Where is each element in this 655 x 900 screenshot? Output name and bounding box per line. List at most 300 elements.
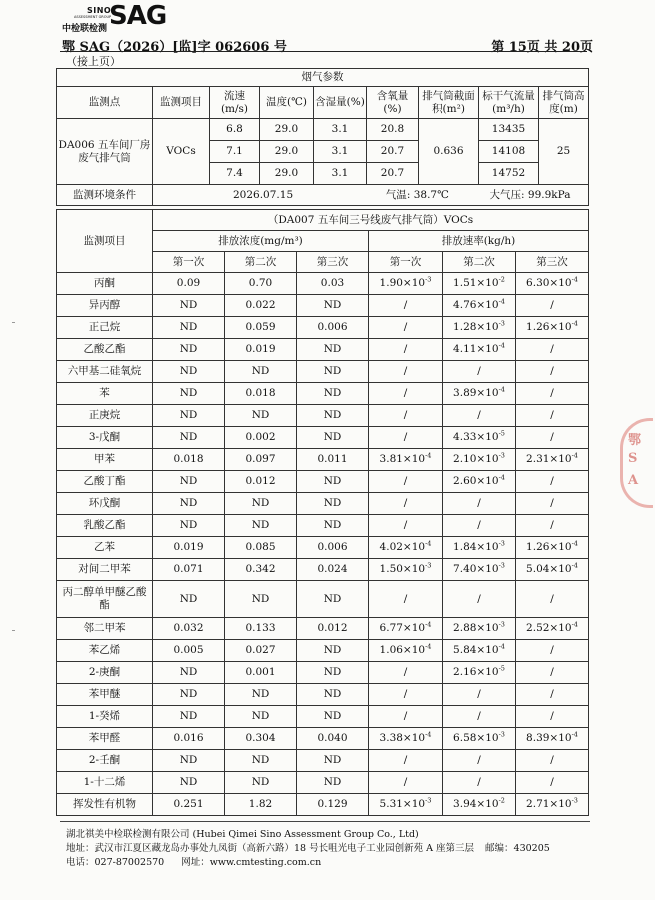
rate-exponent: -3 (498, 620, 505, 629)
concentration-value: ND (153, 339, 225, 361)
emission-rate-value (369, 772, 443, 794)
rate-mantissa: / (550, 343, 554, 355)
concentration-value: ND (297, 383, 369, 405)
monitoring-point: DA006 五车间厂房废气排气筒 (57, 119, 153, 185)
header-time-1: 第一次 (153, 252, 225, 273)
compound-name: 苯 (57, 383, 153, 405)
rate-mantissa: / (403, 710, 408, 722)
concentration-value: 0.03 (297, 273, 369, 295)
emission-rate-value (443, 640, 516, 662)
emission-rate-value (516, 449, 589, 471)
rate-exponent: -3 (498, 730, 505, 739)
concentration-value: 0.085 (225, 537, 297, 559)
emission-rate-value (443, 794, 516, 816)
compound-name: 1-十二烯 (57, 772, 153, 794)
flue-gas-table (56, 68, 589, 206)
emission-rate-value (369, 383, 443, 405)
emission-rate-value (443, 273, 516, 295)
emission-rate-value (516, 750, 589, 772)
emission-rate-value (443, 427, 516, 449)
emission-rate-value (443, 537, 516, 559)
concentration-value: ND (225, 361, 297, 383)
compound-name: 乙酸丁酯 (57, 471, 153, 493)
concentration-value: 0.040 (297, 728, 369, 750)
concentration-value: 0.002 (225, 427, 297, 449)
rate-exponent: -5 (498, 429, 505, 438)
rate-mantissa: 2.16×10 (453, 666, 499, 678)
table-row (57, 750, 589, 772)
rate-exponent: -4 (425, 451, 432, 460)
rate-mantissa: 1.28×10 (453, 321, 499, 333)
emission-rate-value (516, 794, 589, 816)
rate-mantissa: / (477, 754, 481, 766)
concentration-value: ND (153, 427, 225, 449)
compound-name: 苯乙烯 (57, 640, 153, 662)
emission-rate-value (443, 750, 516, 772)
report-number: 鄂 SAG（2026）[监]字 062606 号 (62, 40, 287, 55)
rate-mantissa: / (550, 754, 554, 766)
table-row (57, 449, 589, 471)
env-pressure-value: 99.9kPa (527, 188, 571, 201)
rate-mantissa: / (477, 365, 481, 377)
concentration-value: ND (153, 405, 225, 427)
table-row (57, 405, 589, 427)
emission-rate-value (516, 772, 589, 794)
emission-rate-value (516, 295, 589, 317)
concentration-value: ND (297, 361, 369, 383)
emission-rate-value (516, 493, 589, 515)
compound-name: 六甲基二硅氧烷 (57, 361, 153, 383)
table-row (57, 728, 589, 750)
rate-exponent: -3 (425, 275, 432, 284)
emission-rate-value (369, 493, 443, 515)
emission-rate-value (443, 317, 516, 339)
compound-name: 乙苯 (57, 537, 153, 559)
table-row (57, 427, 589, 449)
rate-mantissa: / (403, 387, 408, 399)
compound-name: 苯甲醛 (57, 728, 153, 750)
compound-name: 对间二甲苯 (57, 559, 153, 581)
header-height: 排气筒高度(m) (539, 87, 589, 119)
rate-mantissa: / (550, 644, 554, 656)
concentration-value: 0.032 (153, 618, 225, 640)
table-row (57, 662, 589, 684)
concentration-value: ND (297, 427, 369, 449)
logo-sino-text: SINO (87, 6, 112, 15)
rate-mantissa: / (403, 666, 408, 678)
footer-contact-line (66, 854, 321, 868)
rate-mantissa: / (403, 365, 408, 377)
footer-phone: 电话：027-87002570 (66, 857, 165, 868)
header-oxygen: 含氧量(%) (367, 87, 419, 119)
rate-exponent: -4 (571, 539, 578, 548)
rate-mantissa: 1.90×10 (379, 277, 426, 289)
rate-mantissa: / (403, 475, 408, 487)
rate-mantissa: / (477, 776, 481, 788)
rate-mantissa: / (550, 776, 554, 788)
concentration-value: ND (153, 471, 225, 493)
compound-name: 异丙醇 (57, 295, 153, 317)
emission-rate-value (369, 317, 443, 339)
rate-mantissa: / (477, 592, 481, 605)
compound-name: 甲苯 (57, 449, 153, 471)
rate-exponent: -4 (498, 297, 505, 306)
rate-exponent: -4 (498, 341, 505, 350)
rate-exponent: -4 (571, 561, 578, 570)
rate-mantissa: 5.04×10 (526, 563, 572, 575)
monitoring-item: VOCs (153, 119, 210, 185)
header-time-3: 第三次 (516, 252, 589, 273)
area-value: 0.636 (419, 119, 479, 185)
env-label: 监测环境条件 (57, 185, 153, 206)
emission-rate-value (516, 361, 589, 383)
emission-rate-value (443, 662, 516, 684)
rate-exponent: -4 (498, 642, 505, 651)
rate-exponent: -2 (498, 796, 505, 805)
concentration-value: ND (297, 662, 369, 684)
rate-mantissa: / (550, 592, 554, 605)
compound-name: 挥发性有机物 (57, 794, 153, 816)
scan-mark (12, 630, 15, 631)
rate-mantissa: 1.06×10 (379, 644, 426, 656)
header-flow-rate: 流速(m/s) (210, 87, 260, 119)
emission-rate-value (369, 449, 443, 471)
concentration-value: ND (225, 493, 297, 515)
compound-name: 2-壬酮 (57, 750, 153, 772)
rate-mantissa: 3.38×10 (379, 732, 426, 744)
concentration-value: 0.006 (297, 537, 369, 559)
height-value: 25 (539, 119, 589, 185)
compound-name: 邻二甲苯 (57, 618, 153, 640)
emission-rate-value (516, 684, 589, 706)
rate-mantissa: 1.50×10 (379, 563, 426, 575)
table-row (57, 618, 589, 640)
emission-rate-value (443, 493, 516, 515)
concentration-value: ND (297, 405, 369, 427)
rate-mantissa: 1.51×10 (453, 277, 499, 289)
rate-mantissa: / (403, 431, 408, 443)
rate-exponent: -4 (571, 620, 578, 629)
emission-rate-value (369, 750, 443, 772)
footer-divider (60, 821, 590, 822)
concentration-value: ND (153, 706, 225, 728)
continued-label: （接上页） (66, 55, 121, 68)
header-item: 监测项目 (57, 210, 153, 273)
concentration-value: 0.018 (225, 383, 297, 405)
emission-rate-value (369, 706, 443, 728)
emission-rate-value (369, 618, 443, 640)
concentration-value: 0.001 (225, 662, 297, 684)
concentration-value: ND (153, 383, 225, 405)
rate-mantissa: 2.71×10 (526, 798, 572, 810)
table-row (57, 559, 589, 581)
emission-rate-value (369, 581, 443, 618)
vocs-results-table (56, 209, 589, 816)
emission-rate-value (369, 295, 443, 317)
temp-value: 29.0 (260, 141, 314, 163)
emission-rate-value (369, 339, 443, 361)
footer-address-line (66, 840, 550, 854)
header-moisture: 含湿量(%) (314, 87, 367, 119)
compound-name: 1-癸烯 (57, 706, 153, 728)
rate-exponent: -3 (498, 539, 505, 548)
concentration-value: 0.019 (153, 537, 225, 559)
emission-rate-value (443, 471, 516, 493)
concentration-value: ND (225, 772, 297, 794)
concentration-value: ND (153, 772, 225, 794)
rate-exponent: -3 (571, 796, 578, 805)
table-row (57, 772, 589, 794)
rate-mantissa: 2.10×10 (453, 453, 499, 465)
env-temp-value: 38.7℃ (413, 188, 449, 201)
concentration-value: ND (297, 750, 369, 772)
concentration-value: 0.012 (225, 471, 297, 493)
env-pressure-label: 大气压 (489, 188, 522, 201)
concentration-value: ND (297, 640, 369, 662)
table-row (57, 684, 589, 706)
emission-rate-value (516, 581, 589, 618)
compound-name: 2-庚酮 (57, 662, 153, 684)
emission-rate-value (369, 273, 443, 295)
concentration-value: 0.342 (225, 559, 297, 581)
concentration-value: 0.019 (225, 339, 297, 361)
concentration-value: ND (153, 662, 225, 684)
header-std-flow: 标干气流量(m³/h) (479, 87, 539, 119)
concentration-value: 0.005 (153, 640, 225, 662)
emission-rate-value (443, 361, 516, 383)
concentration-value: 0.133 (225, 618, 297, 640)
rate-mantissa: 2.60×10 (453, 475, 499, 487)
concentration-value: ND (153, 317, 225, 339)
moisture-value: 3.1 (314, 163, 367, 185)
rate-mantissa: / (550, 710, 554, 722)
rate-exponent: -3 (425, 561, 432, 570)
emission-rate-value (443, 405, 516, 427)
emission-rate-value (516, 317, 589, 339)
compound-name: 乳酸乙酯 (57, 515, 153, 537)
rate-mantissa: 2.52×10 (526, 622, 572, 634)
rate-mantissa: / (403, 497, 408, 509)
flow-value: 7.4 (210, 163, 260, 185)
emission-rate-value (443, 515, 516, 537)
rate-mantissa: 1.26×10 (526, 321, 572, 333)
emission-rate-value (516, 537, 589, 559)
section-title: 烟气参数 (57, 69, 589, 87)
concentration-value: 0.059 (225, 317, 297, 339)
emission-rate-value (516, 339, 589, 361)
emission-rate-value (369, 559, 443, 581)
rate-mantissa: / (403, 343, 408, 355)
concentration-value: ND (225, 750, 297, 772)
header-area: 排气筒截面积(m²) (419, 87, 479, 119)
concentration-value: 0.027 (225, 640, 297, 662)
concentration-value: 1.82 (225, 794, 297, 816)
header-time-2: 第二次 (443, 252, 516, 273)
rate-exponent: -4 (425, 642, 432, 651)
concentration-value: 0.018 (153, 449, 225, 471)
rate-exponent: -4 (498, 385, 505, 394)
emission-rate-value (369, 427, 443, 449)
concentration-value: 0.071 (153, 559, 225, 581)
compound-name: 乙酸乙酯 (57, 339, 153, 361)
rate-mantissa: 6.58×10 (453, 732, 499, 744)
emission-rate-value (443, 772, 516, 794)
temp-value: 29.0 (260, 163, 314, 185)
header-item: 监测项目 (153, 87, 210, 119)
rate-mantissa: 3.89×10 (453, 387, 499, 399)
concentration-value: ND (297, 471, 369, 493)
rate-exponent: -4 (425, 730, 432, 739)
table-row (57, 339, 589, 361)
header-time-2: 第二次 (225, 252, 297, 273)
header-temperature: 温度(℃) (260, 87, 314, 119)
emission-rate-value (443, 559, 516, 581)
logo-group-text: ASSESSMENT GROUP (74, 15, 112, 19)
rate-mantissa: 4.02×10 (379, 541, 426, 553)
rate-exponent: -3 (425, 796, 432, 805)
compound-name: 正己烷 (57, 317, 153, 339)
moisture-value: 3.1 (314, 141, 367, 163)
emission-rate-value (516, 728, 589, 750)
concentration-value: 0.304 (225, 728, 297, 750)
footer-website: 网址：www.cmtesting.com.cn (181, 857, 322, 868)
rate-mantissa: 7.40×10 (453, 563, 499, 575)
concentration-value: ND (225, 405, 297, 427)
env-temp-label: 气温 (385, 188, 407, 201)
env-details: 2026.07.15 气温: 38.7℃ 大气压: 99.9kPa (153, 185, 589, 206)
emission-rate-value (516, 515, 589, 537)
emission-rate-value (516, 273, 589, 295)
concentration-value: 0.011 (297, 449, 369, 471)
concentration-value: 0.09 (153, 273, 225, 295)
concentration-value: ND (153, 684, 225, 706)
oxygen-value: 20.7 (367, 163, 419, 185)
concentration-value: 0.70 (225, 273, 297, 295)
header-emission-rate: 排放速率(kg/h) (369, 231, 589, 252)
oxygen-value: 20.8 (367, 119, 419, 141)
concentration-value: 0.012 (297, 618, 369, 640)
concentration-value: ND (297, 515, 369, 537)
concentration-value: ND (225, 684, 297, 706)
rate-exponent: -3 (498, 451, 505, 460)
rate-mantissa: / (550, 497, 554, 509)
concentration-value: ND (153, 295, 225, 317)
table-row (57, 493, 589, 515)
compound-name: 环戊酮 (57, 493, 153, 515)
concentration-value: ND (225, 515, 297, 537)
flow-value: 6.8 (210, 119, 260, 141)
table-row (57, 383, 589, 405)
concentration-value: ND (297, 339, 369, 361)
rate-mantissa: / (550, 299, 554, 311)
emission-rate-value (443, 449, 516, 471)
header-time-1: 第一次 (369, 252, 443, 273)
temp-value: 29.0 (260, 119, 314, 141)
compound-name: 苯甲醚 (57, 684, 153, 706)
rate-mantissa: 3.94×10 (453, 798, 499, 810)
footer-address: 地址：武汉市江夏区藏龙岛办事处九凤街（高新六路）18 号长咀光电子工业园创新苑 A 座第三层 (66, 843, 475, 854)
table-row (57, 640, 589, 662)
concentration-value: ND (225, 581, 297, 618)
table-row (57, 295, 589, 317)
rate-exponent: -4 (425, 539, 432, 548)
concentration-value: 0.024 (297, 559, 369, 581)
logo-sag-text: SAG (109, 1, 167, 31)
emission-rate-value (443, 295, 516, 317)
rate-mantissa: / (403, 754, 408, 766)
concentration-value: 0.006 (297, 317, 369, 339)
rate-exponent: -3 (498, 561, 505, 570)
rate-mantissa: / (550, 365, 554, 377)
rate-mantissa: / (550, 409, 554, 421)
table-row (57, 471, 589, 493)
concentration-value: ND (225, 706, 297, 728)
emission-rate-value (516, 405, 589, 427)
rate-mantissa: 2.88×10 (453, 622, 499, 634)
emission-rate-value (516, 640, 589, 662)
table-row (57, 119, 589, 141)
emission-rate-value (369, 794, 443, 816)
rate-mantissa: 8.39×10 (526, 732, 572, 744)
emission-rate-value (516, 383, 589, 405)
rate-mantissa: / (403, 776, 408, 788)
concentration-value: ND (153, 581, 225, 618)
emission-rate-value (369, 471, 443, 493)
table-row (57, 794, 589, 816)
concentration-value: ND (153, 515, 225, 537)
rate-mantissa: / (403, 688, 408, 700)
concentration-value: 0.129 (297, 794, 369, 816)
concentration-value: ND (297, 772, 369, 794)
emission-rate-value (443, 728, 516, 750)
rate-mantissa: 1.84×10 (453, 541, 499, 553)
rate-mantissa: / (477, 409, 481, 421)
rate-exponent: -4 (571, 451, 578, 460)
table-row (57, 581, 589, 618)
emission-rate-value (443, 383, 516, 405)
env-date: 2026.07.15 (233, 188, 294, 201)
page-number: 第 15页 共 20页 (491, 40, 593, 55)
header-divider (60, 51, 587, 52)
concentration-value: ND (297, 581, 369, 618)
emission-rate-value (443, 618, 516, 640)
std-flow-value: 14108 (479, 141, 539, 163)
rate-mantissa: / (477, 710, 481, 722)
rate-mantissa: 5.31×10 (379, 798, 426, 810)
compound-name: 正庚烷 (57, 405, 153, 427)
table-row (57, 537, 589, 559)
emission-rate-value (516, 427, 589, 449)
env-conditions-row (57, 185, 589, 206)
rate-mantissa: / (403, 519, 408, 531)
emission-rate-value (443, 339, 516, 361)
moisture-value: 3.1 (314, 119, 367, 141)
rate-mantissa: 5.84×10 (453, 644, 499, 656)
oxygen-value: 20.7 (367, 141, 419, 163)
rate-mantissa: 4.33×10 (453, 431, 499, 443)
emission-rate-value (369, 684, 443, 706)
rate-exponent: -4 (425, 620, 432, 629)
rate-exponent: -4 (571, 730, 578, 739)
concentration-value: ND (297, 706, 369, 728)
table-row (57, 317, 589, 339)
emission-rate-value (369, 728, 443, 750)
seal-stamp: 鄂 S A (620, 418, 653, 508)
emission-rate-value (369, 640, 443, 662)
std-flow-value: 14752 (479, 163, 539, 185)
compound-name: 3-戊酮 (57, 427, 153, 449)
concentration-value: ND (297, 295, 369, 317)
